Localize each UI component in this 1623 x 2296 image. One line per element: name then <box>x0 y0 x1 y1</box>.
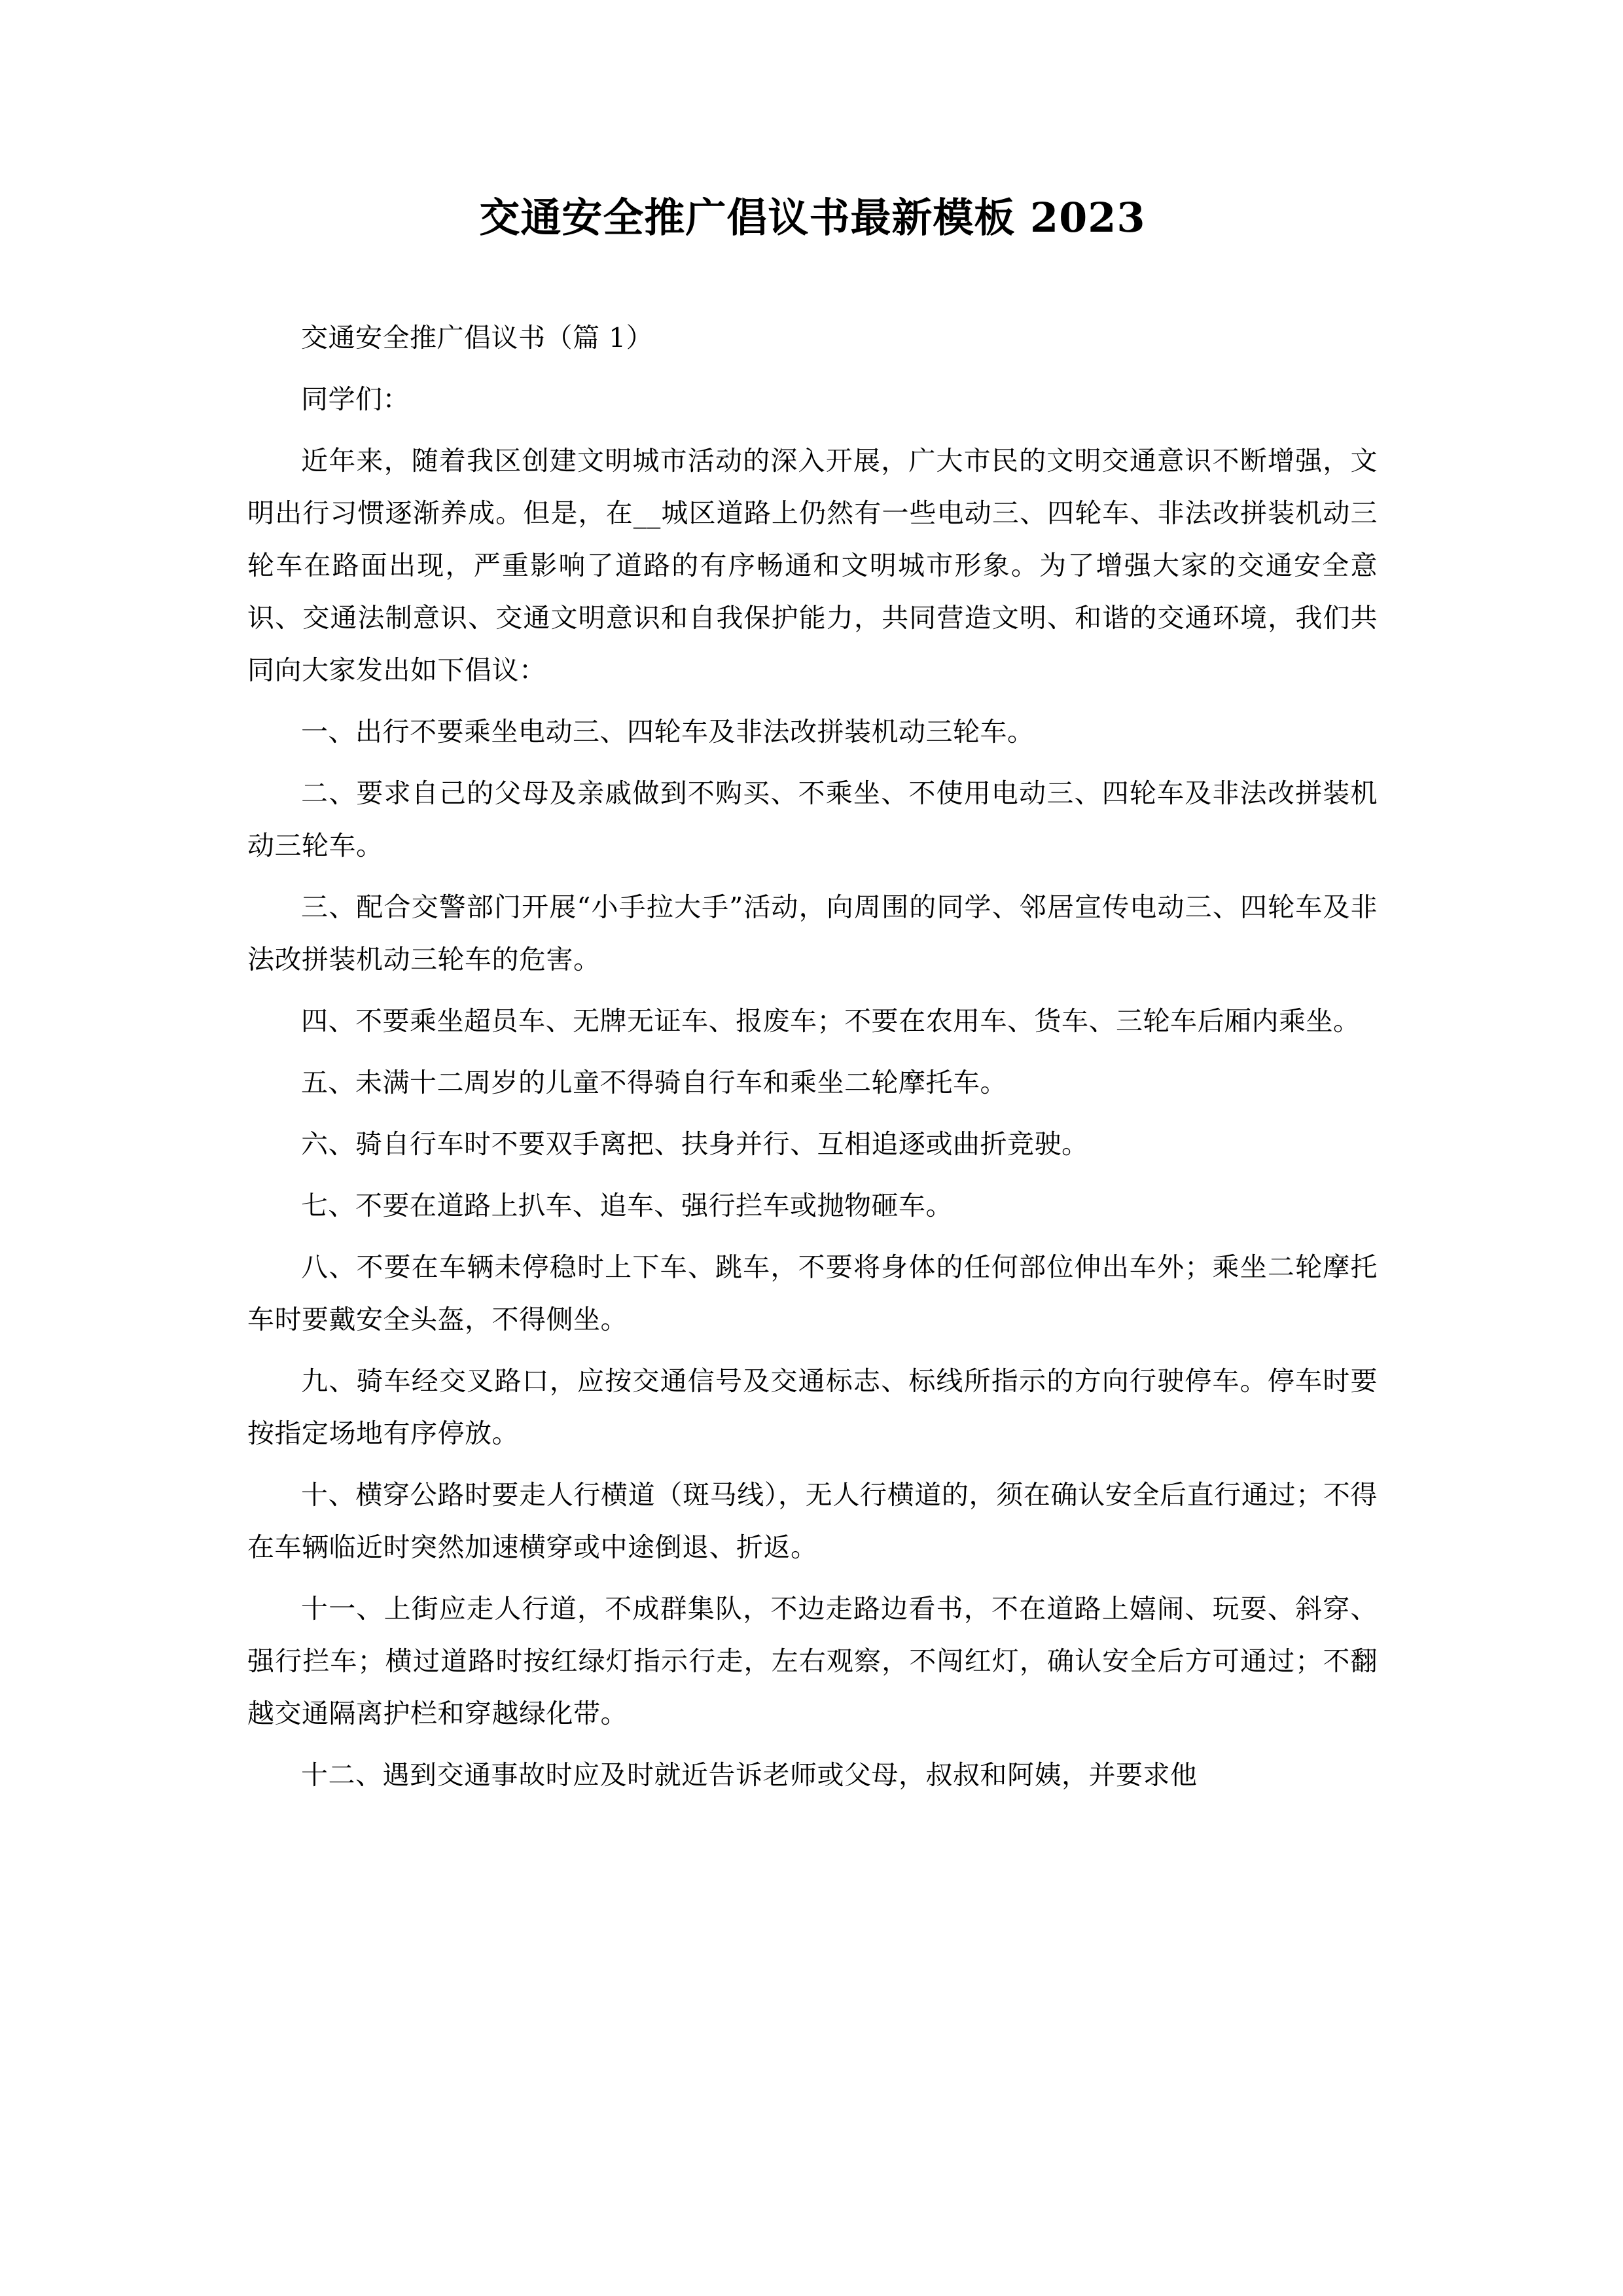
page-title: 交通安全推广倡议书最新模板 2023 <box>479 194 1146 242</box>
list-item: 十、横穿公路时要走人行横道（斑马线），无人行横道的，须在确认安全后直行通过；不得在车辆临近时突然加速横穿或中途倒退、折返。 <box>247 1479 1378 1564</box>
list-item: 一、出行不要乘坐电动三、四轮车及非法改拼装机动三轮车。 <box>301 716 1035 748</box>
list-item: 三、配合交警部门开展“小手拉大手”活动，向周围的同学、邻居宣传电动三、四轮车及非法改拼装机动三轮车的危害。 <box>247 891 1378 976</box>
document-body <box>247 312 1378 1801</box>
list-item: 九、骑车经交叉路口，应按交通信号及交通标志、标线所指示的方向行驶停车。停车时要按指定场地有序停放。 <box>247 1365 1378 1450</box>
document-content <box>247 0 1378 1810</box>
salutation: 同学们： <box>301 384 410 416</box>
list-item: 六、骑自行车时不要双手离把、扶身并行、互相追逐或曲折竞驶。 <box>301 1128 1089 1160</box>
list-item: 五、未满十二周岁的儿童不得骑自行车和乘坐二轮摩托车。 <box>301 1067 1007 1099</box>
list-item: 四、不要乘坐超员车、无牌无证车、报废车；不要在农用车、货车、三轮车后厢内乘坐。 <box>301 1005 1361 1037</box>
list-item: 八、不要在车辆未停稳时上下车、跳车，不要将身体的任何部位伸出车外；乘坐二轮摩托车时要戴安全头盔，不得侧坐。 <box>247 1251 1378 1336</box>
list-item: 七、不要在道路上扒车、追车、强行拦车或抛物砸车。 <box>301 1190 953 1222</box>
intro-paragraph: 近年来，随着我区创建文明城市活动的深入开展，广大市民的文明交通意识不断增强，文明出行习惯逐渐养成。但是，在__城区道路上仍然有一些电动三、四轮车、非法改拼装机动三轮车在路面出现，严重影响了道路的有序畅通和文明城市形象。为了增强大家的交通安全意识、交通法制意识、交通文明意识和自我保护能力，共同营造文明、和谐的交通环境，我们共同向大家发出如下倡议： <box>247 445 1378 687</box>
list-item: 二、要求自己的父母及亲戚做到不购买、不乘坐、不使用电动三、四轮车及非法改拼装机动三轮车。 <box>247 778 1378 862</box>
list-item: 十二、遇到交通事故时应及时就近告诉老师或父母，叔叔和阿姨，并要求他 <box>301 1759 1198 1791</box>
list-item: 十一、上街应走人行道，不成群集队，不边走路边看书，不在道路上嬉闹、玩耍、斜穿、强行拦车；横过道路时按红绿灯指示行走，左右观察，不闯红灯，确认安全后方可通过；不翻越交通隔离护栏和穿越绿化带。 <box>247 1593 1378 1730</box>
section-heading: 交通安全推广倡议书（篇 1） <box>301 322 654 354</box>
